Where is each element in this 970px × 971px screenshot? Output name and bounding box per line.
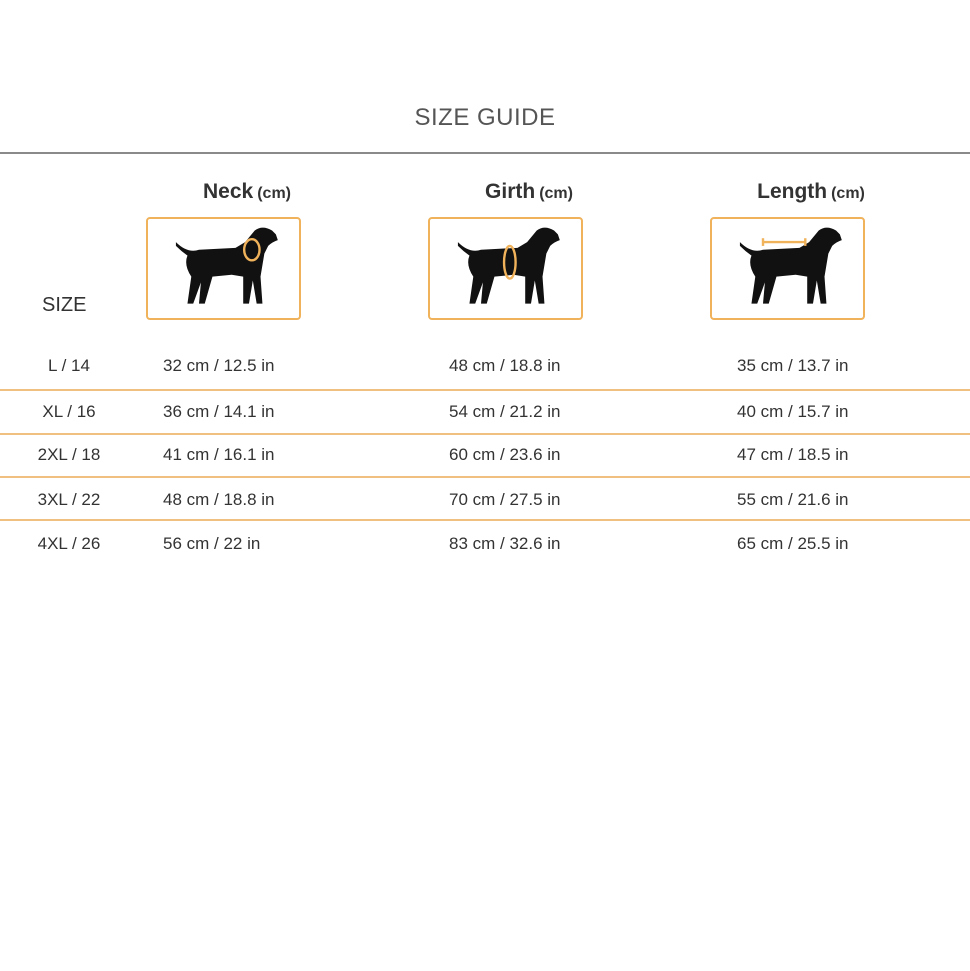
title-divider — [0, 152, 970, 154]
neck-cell: 48 cm / 18.8 in — [163, 490, 275, 509]
girth-header — [485, 180, 573, 204]
table-row — [0, 480, 970, 520]
dog-girth-measure-icon — [430, 219, 581, 318]
girth-cell: 54 cm / 21.2 in — [449, 402, 561, 421]
neck-icon-box — [146, 217, 301, 320]
table-row — [0, 435, 970, 475]
length-header — [757, 180, 865, 204]
size-cell: XL / 16 — [42, 402, 96, 421]
dog-length-measure-icon — [712, 219, 863, 318]
size-column-header: SIZE — [42, 294, 87, 316]
row-divider — [0, 389, 970, 391]
neck-cell: 41 cm / 16.1 in — [163, 445, 275, 464]
size-cell: 4XL / 26 — [37, 534, 101, 553]
neck-header-label: Neck — [203, 180, 254, 203]
length-cell: 35 cm / 13.7 in — [737, 356, 849, 375]
length-header-unit: (cm) — [831, 185, 865, 202]
girth-cell: 60 cm / 23.6 in — [449, 445, 561, 464]
table-row — [0, 392, 970, 432]
dog-neck-measure-icon — [148, 219, 299, 318]
neck-header-unit: (cm) — [257, 185, 291, 202]
size-cell: L / 14 — [48, 356, 90, 375]
page-title: SIZE GUIDE — [414, 104, 556, 131]
neck-cell: 56 cm / 22 in — [163, 534, 261, 553]
girth-header-unit: (cm) — [539, 185, 573, 202]
girth-cell: 83 cm / 32.6 in — [449, 534, 561, 553]
length-icon-box — [710, 217, 865, 320]
neck-header — [203, 180, 291, 204]
row-divider — [0, 519, 970, 521]
length-cell: 47 cm / 18.5 in — [737, 445, 849, 464]
table-row — [0, 524, 970, 564]
size-cell: 2XL / 18 — [37, 445, 101, 464]
length-cell: 40 cm / 15.7 in — [737, 402, 849, 421]
girth-cell: 70 cm / 27.5 in — [449, 490, 561, 509]
girth-header-label: Girth — [485, 180, 536, 203]
size-cell: 3XL / 22 — [37, 490, 101, 509]
girth-icon-box — [428, 217, 583, 320]
length-header-label: Length — [757, 180, 828, 203]
neck-cell: 36 cm / 14.1 in — [163, 402, 275, 421]
row-divider — [0, 476, 970, 478]
neck-cell: 32 cm / 12.5 in — [163, 356, 275, 375]
girth-cell: 48 cm / 18.8 in — [449, 356, 561, 375]
length-cell: 65 cm / 25.5 in — [737, 534, 849, 553]
length-cell: 55 cm / 21.6 in — [737, 490, 849, 509]
table-row — [0, 346, 970, 386]
